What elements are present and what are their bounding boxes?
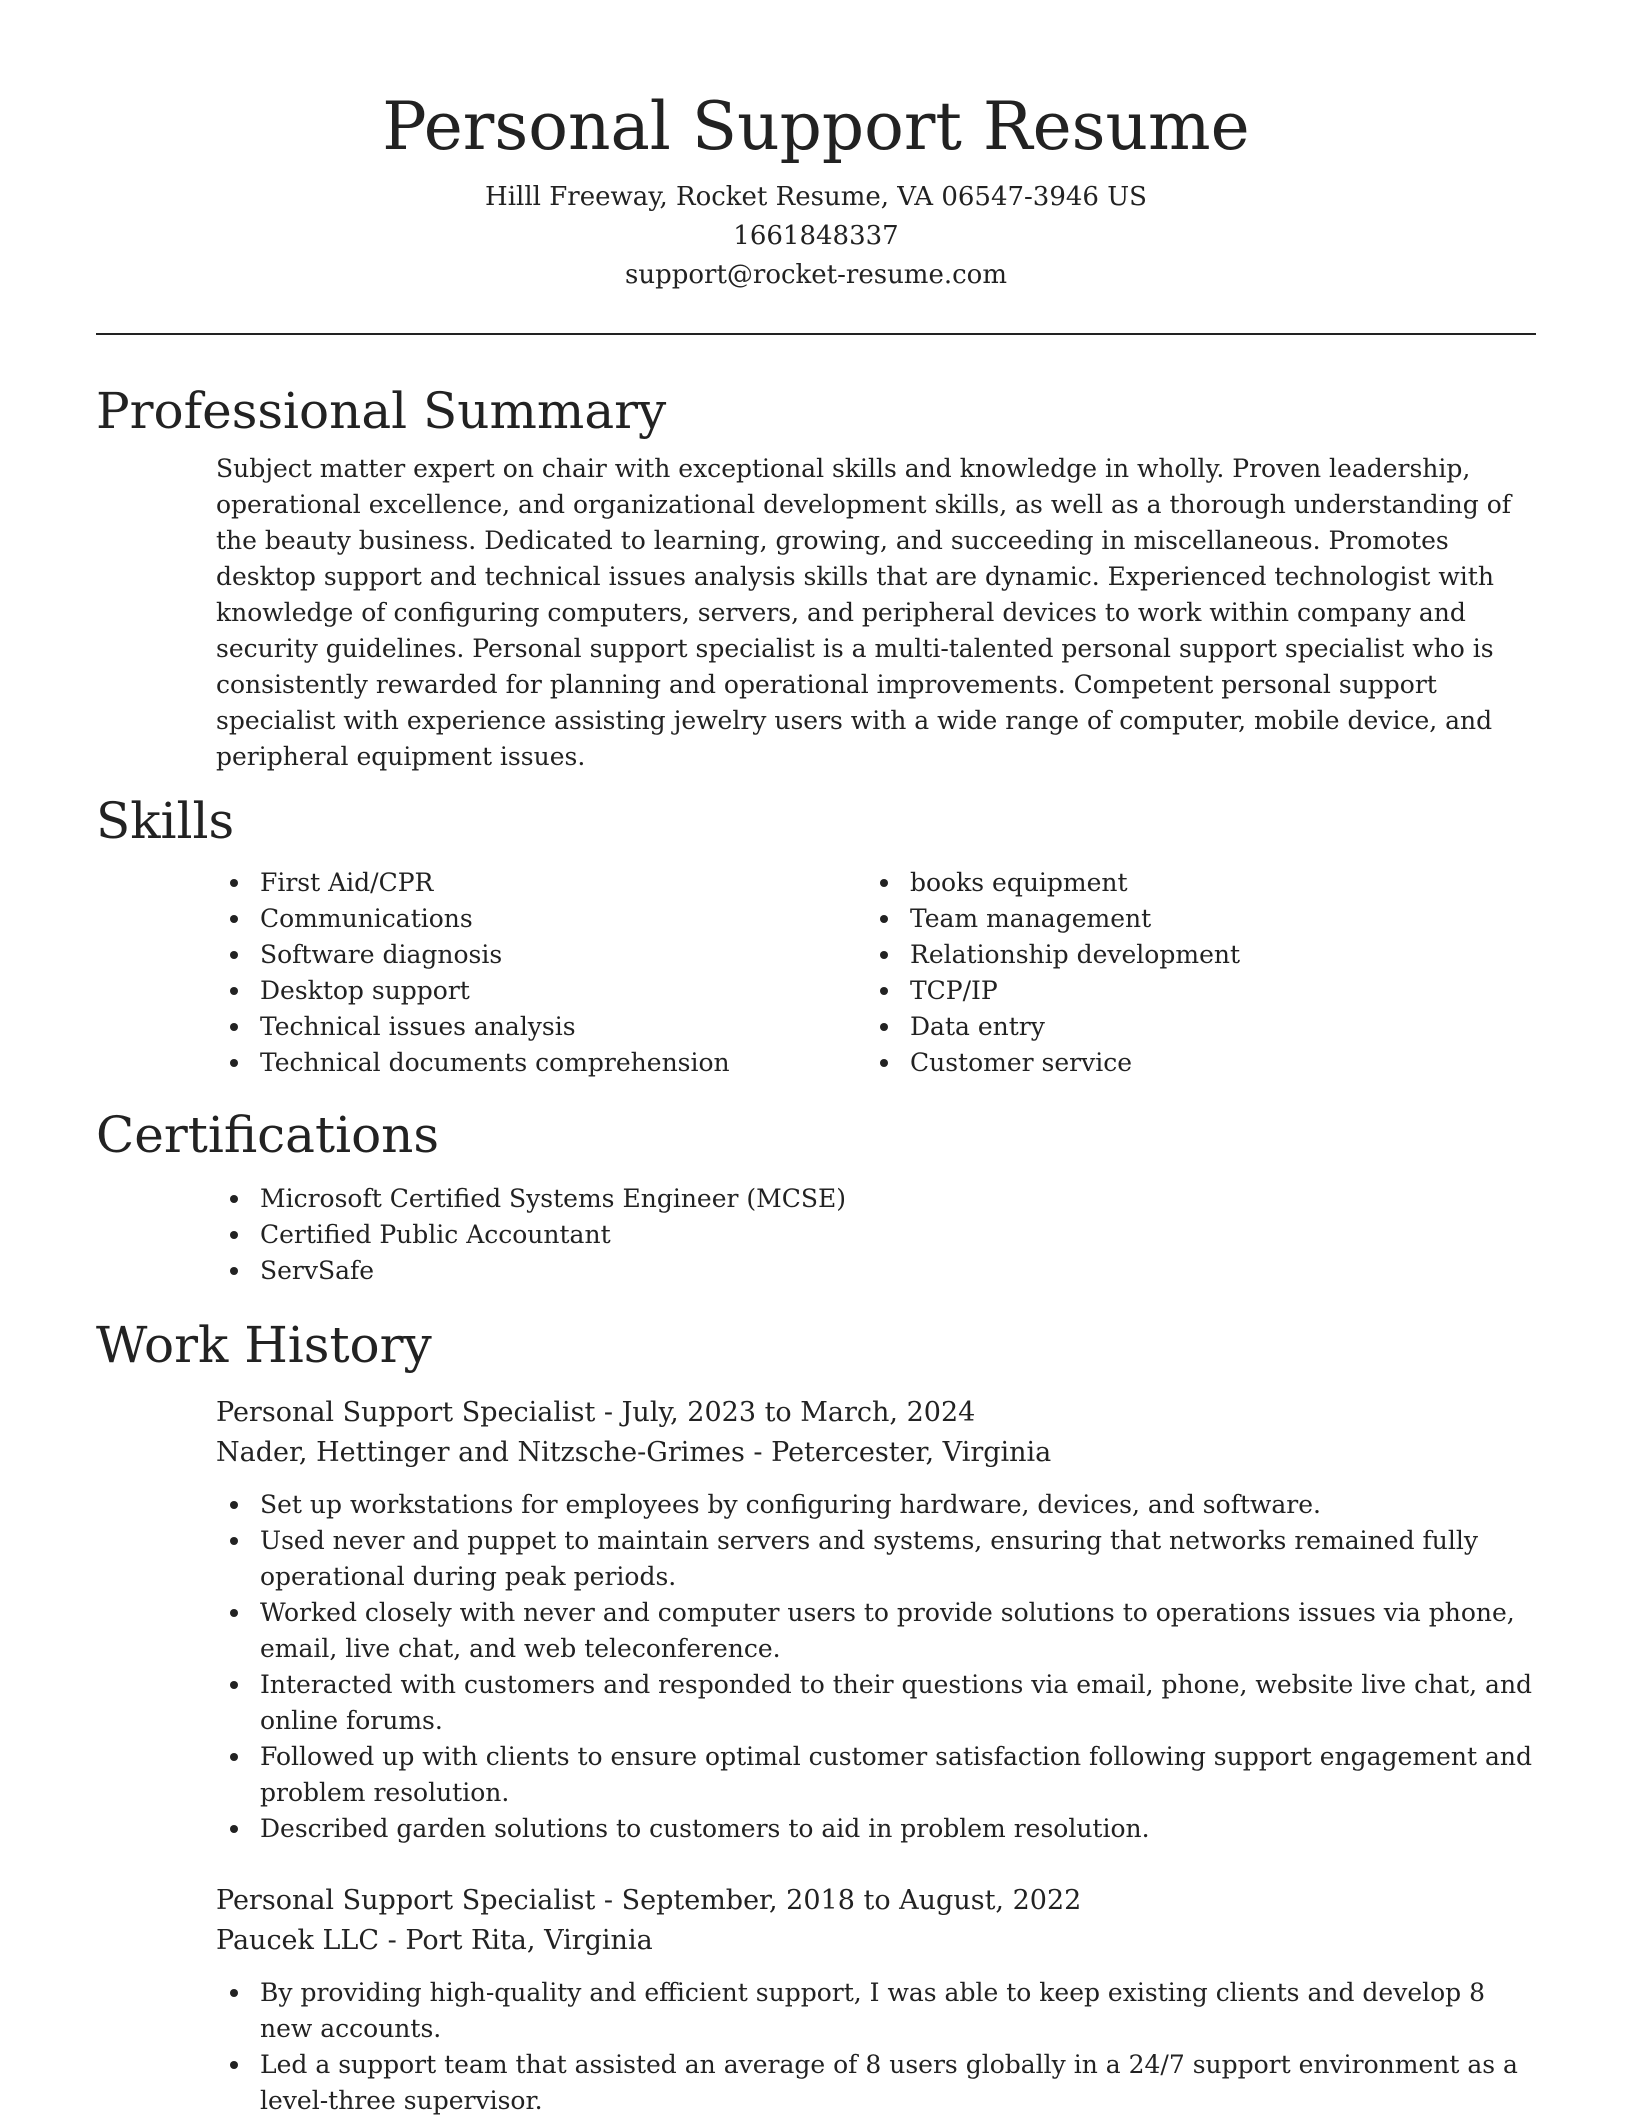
resume-title: Personal Support Resume: [382, 88, 1250, 165]
job-bullet: Interacted with customers and responded to their questions via email, phone, website live chat, and online forums.: [216, 1667, 1536, 1739]
contact-phone: 1661848337: [733, 221, 899, 251]
contact-info: [96, 178, 1536, 295]
job-entry: [216, 1393, 1536, 1847]
skill-item: First Aid/CPR: [216, 865, 866, 901]
summary-text: Subject matter expert on chair with exceptional skills and knowledge in wholly. Proven leadership, operational excellence, and organizational development skills, as well as a thorough understanding of the beauty business. Dedicated to learning, growing, and succeeding in miscellaneous. Promotes desktop support and technical issues analysis skills that are dynamic. Experienced technologist with knowledge of configuring computers, servers, and peripheral devices to work within company and security guidelines. Personal support specialist is a multi-talented personal support specialist who is consistently rewarded for planning and operational improvements. Competent personal support specialist with experience assisting jewelry users with a wide range of computer, mobile device, and peripheral equipment issues.: [216, 454, 1512, 771]
certification-item: Microsoft Certified Systems Engineer (MCSE): [216, 1181, 1536, 1217]
skill-item: Technical issues analysis: [216, 1009, 866, 1045]
skill-item: Software diagnosis: [216, 937, 866, 973]
job-location: Petercester, Virginia: [771, 1437, 1052, 1468]
skill-item: Customer service: [866, 1045, 1516, 1081]
job-title: Personal Support Specialist: [216, 1885, 596, 1916]
certifications-heading: Certifications: [96, 1106, 440, 1164]
skills-grid: [216, 865, 1536, 1081]
certifications-list: [216, 1181, 1536, 1289]
job-company-line: [216, 1921, 1536, 1961]
certification-item: ServSafe: [216, 1253, 1536, 1289]
skill-item: books equipment: [866, 865, 1516, 901]
work-history-section: [96, 1313, 1536, 2119]
job-title: Personal Support Specialist: [216, 1397, 596, 1428]
job-bullets: [216, 1487, 1536, 1847]
certifications-section: [96, 1103, 1536, 1289]
job-bullets: [216, 1975, 1536, 2119]
skill-item: Technical documents comprehension: [216, 1045, 866, 1081]
skill-item: Team management: [866, 901, 1516, 937]
job-separator: -: [603, 1885, 622, 1916]
skill-item: TCP/IP: [866, 973, 1516, 1009]
job-bullet: Used never and puppet to maintain servers and systems, ensuring that networks remained fully operational during peak periods.: [216, 1523, 1536, 1595]
skills-heading: Skills: [96, 792, 235, 850]
summary-section: [96, 379, 1536, 775]
skill-item: Communications: [216, 901, 866, 937]
job-separator: -: [387, 1925, 406, 1956]
certification-item: Certified Public Accountant: [216, 1217, 1536, 1253]
job-entry: [216, 1881, 1536, 2119]
skill-item: Relationship development: [866, 937, 1516, 973]
job-bullet: Worked closely with never and computer users to provide solutions to operations issues via phone, email, live chat, and web teleconference.: [216, 1595, 1536, 1667]
job-dates: July, 2023 to March, 2024: [621, 1397, 976, 1428]
skills-section: [96, 789, 1536, 1081]
job-company: Paucek LLC: [216, 1925, 380, 1956]
resume-header: [96, 0, 1536, 295]
job-bullet: Followed up with clients to ensure optimal customer satisfaction following support engagement and problem resolution.: [216, 1739, 1536, 1811]
job-company-line: [216, 1433, 1536, 1473]
job-bullet: By providing high-quality and efficient support, I was able to keep existing clients and develop 8 new accounts.: [216, 1975, 1536, 2047]
job-company: Nader, Hettinger and Nitzsche-Grimes: [216, 1437, 745, 1468]
job-title-line: [216, 1881, 1536, 1921]
job-bullet: Set up workstations for employees by configuring hardware, devices, and software.: [216, 1487, 1536, 1523]
summary-heading: Professional Summary: [96, 382, 667, 440]
contact-email: support@rocket-resume.com: [624, 260, 1007, 290]
skill-item: Data entry: [866, 1009, 1516, 1045]
contact-address: Hilll Freeway, Rocket Resume, VA 06547-3946 US: [485, 182, 1147, 212]
job-bullet: Led a support team that assisted an average of 8 users globally in a 24/7 support environment as a level-three supervisor.: [216, 2047, 1536, 2119]
job-separator: -: [603, 1397, 622, 1428]
skills-list-right: [866, 865, 1516, 1081]
skill-item: Desktop support: [216, 973, 866, 1009]
resume-page: [96, 0, 1536, 2119]
header-divider: [96, 333, 1536, 335]
job-dates: September, 2018 to August, 2022: [621, 1885, 1082, 1916]
job-separator: -: [753, 1437, 772, 1468]
skills-list-left: [216, 865, 866, 1081]
job-title-line: [216, 1393, 1536, 1433]
job-bullet: Described garden solutions to customers to aid in problem resolution.: [216, 1811, 1536, 1847]
job-location: Port Rita, Virginia: [405, 1925, 653, 1956]
work-history-heading: Work History: [96, 1316, 432, 1374]
